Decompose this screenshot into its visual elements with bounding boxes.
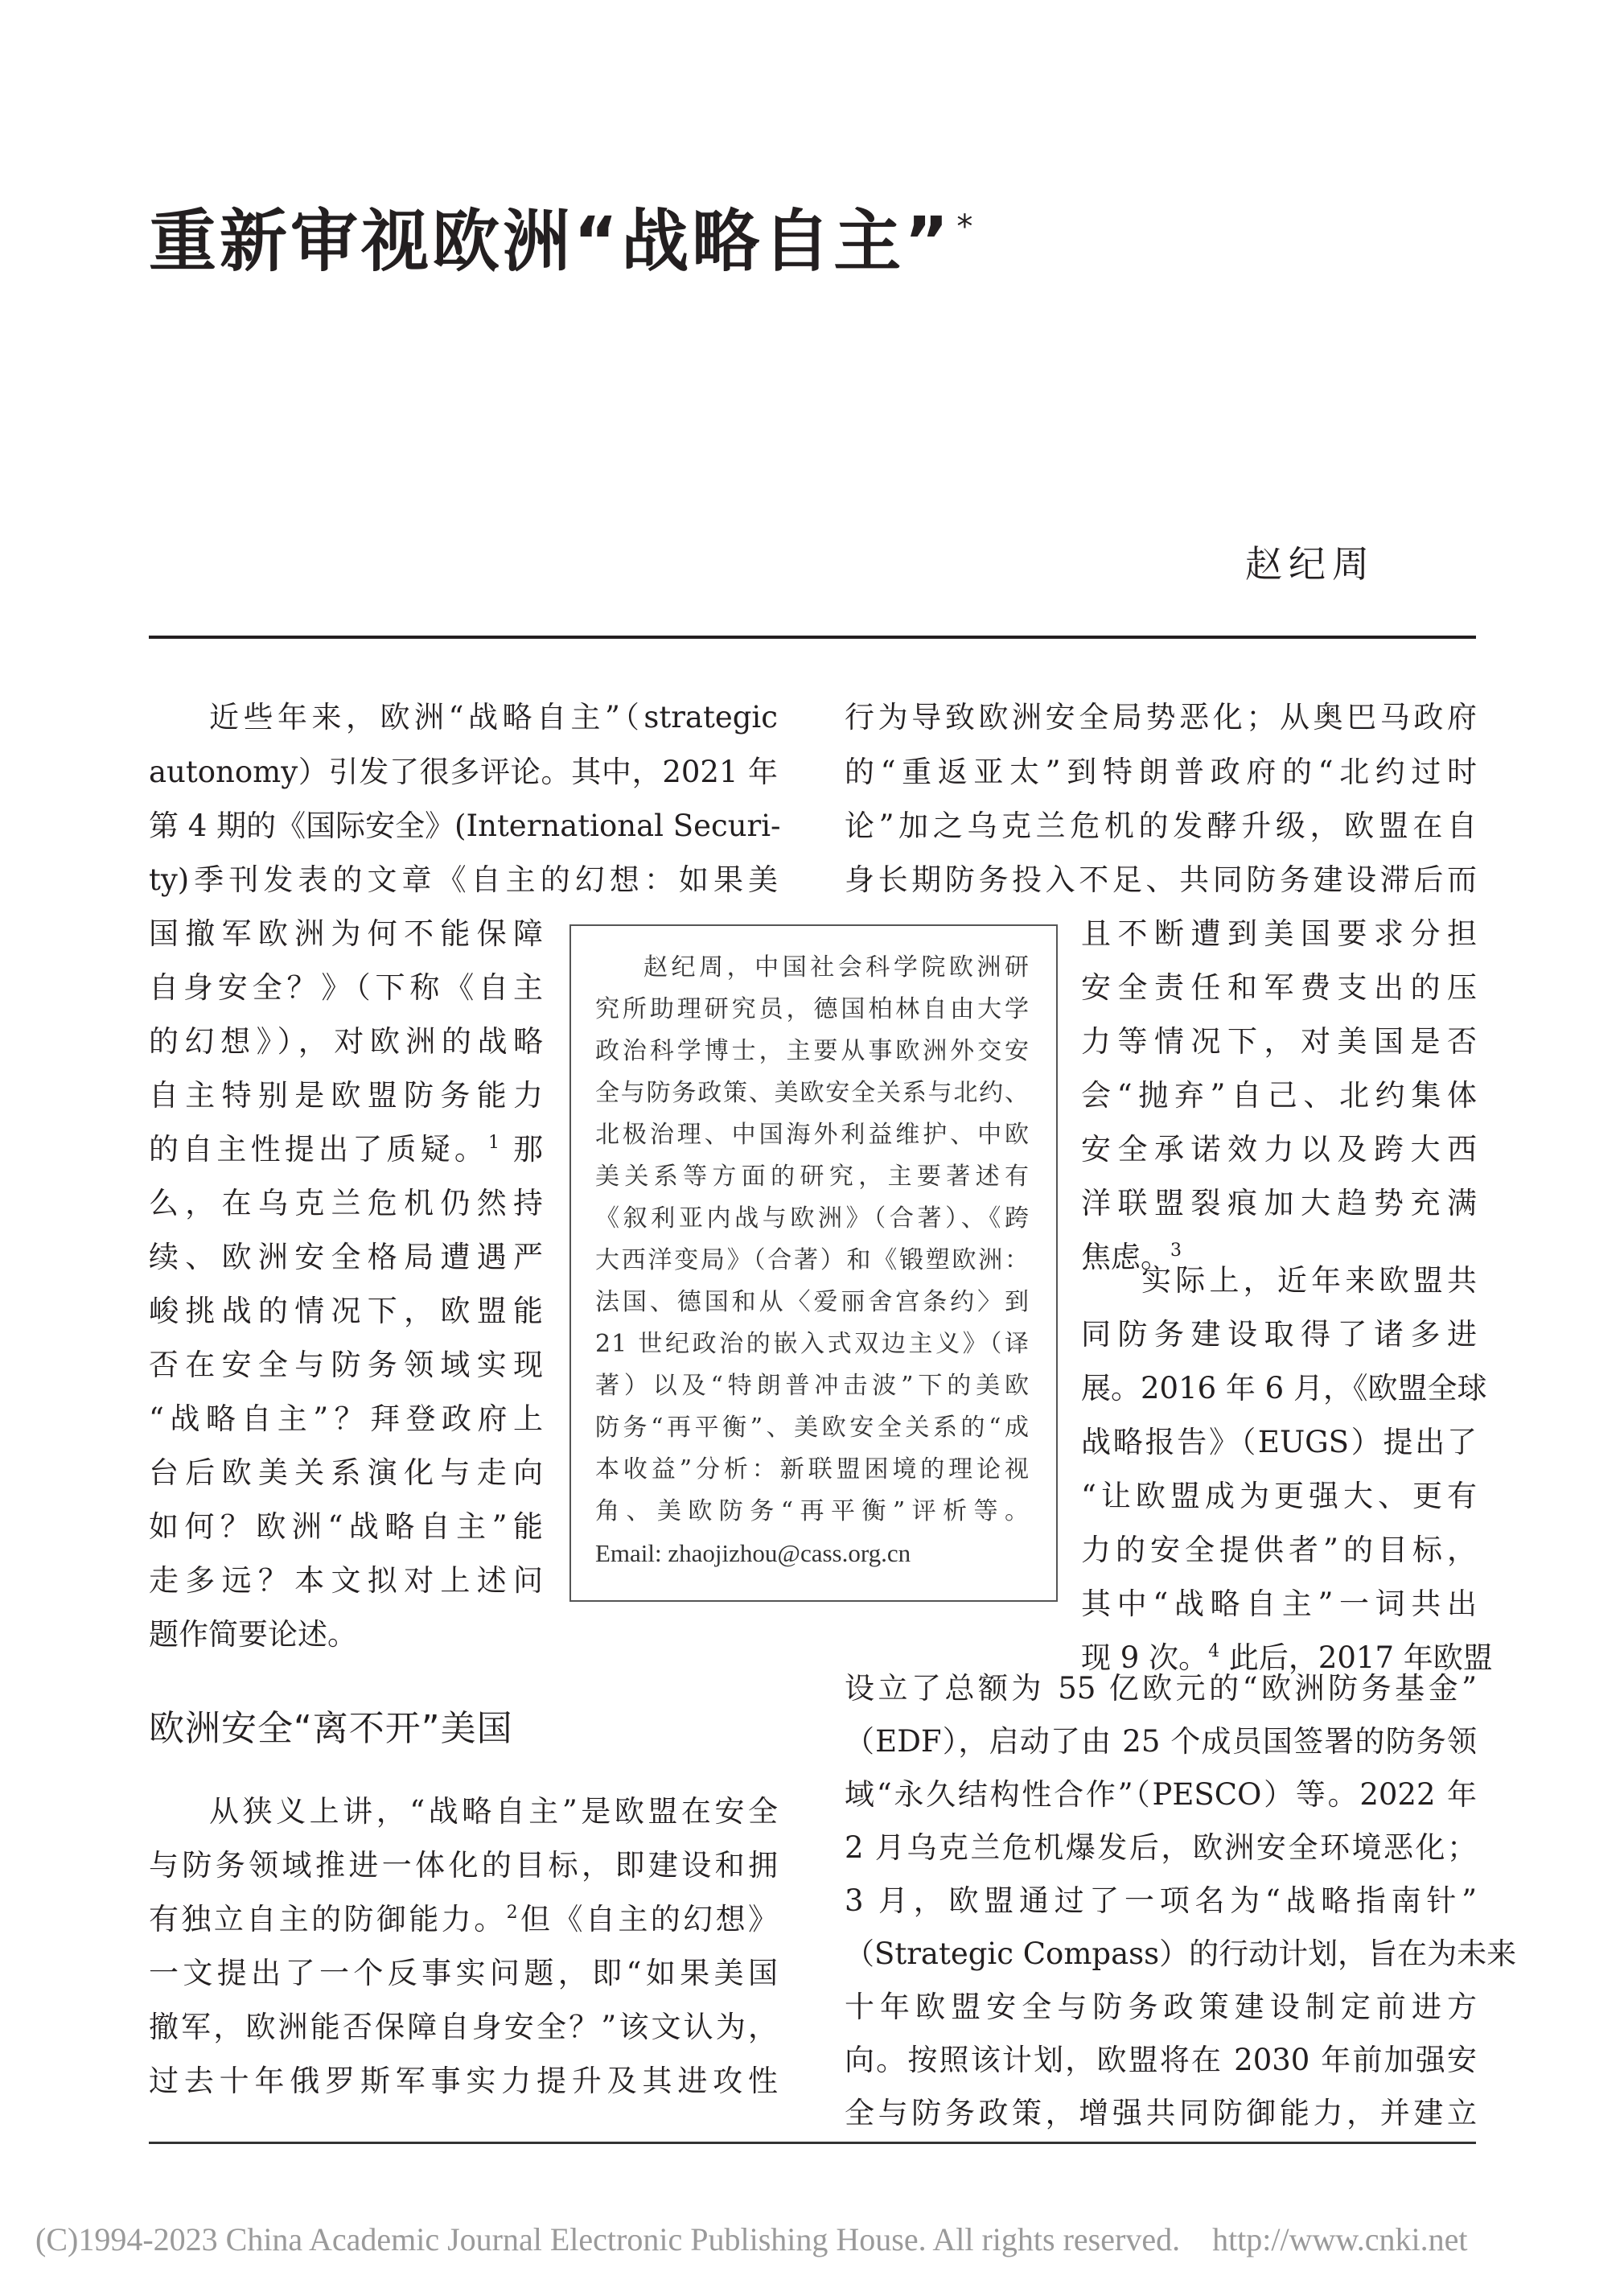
text-line: 走多远？本文拟对上述问 <box>149 1563 543 1598</box>
text-line: 展。2016 年 6 月，《欧盟全球 <box>1081 1371 1487 1405</box>
text-span: 焦虑。 <box>1081 1240 1170 1274</box>
bio-line: 美关系等方面的研究，主要著述有 <box>595 1163 1030 1191</box>
title-footnote-mark: * <box>956 208 976 245</box>
text-line: “让欧盟成为更强大、更有 <box>1081 1479 1477 1513</box>
text-line: 且不断遭到美国要求分担 <box>1081 916 1477 951</box>
text-line: 与防务领域推进一体化的目标，即建设和拥 <box>149 1848 778 1883</box>
text-line: 续、欧洲安全格局遭遇严 <box>149 1240 543 1274</box>
text-line: 战略报告》（EUGS）提出了 <box>1081 1425 1477 1459</box>
text-line: 的幻想》），对欧洲的战略 <box>149 1024 543 1059</box>
text-line: （EDF），启动了由 25 个成员国签署的防务领 <box>845 1724 1477 1759</box>
text-line: 安全承诺效力以及跨大西 <box>1081 1132 1477 1167</box>
text-line: 自身安全？》（下称《自主 <box>149 970 543 1005</box>
text-line: 从狭义上讲，“战略自主”是欧盟在安全 <box>209 1794 778 1829</box>
text-span: 那 <box>500 1132 543 1167</box>
text-line: ty)季刊发表的文章《自主的幻想：如果美 <box>149 862 778 897</box>
text-line: 其中“战略自主”一词共出 <box>1081 1587 1477 1621</box>
text-line: 全与防务政策，增强共同防御能力，并建立 <box>845 2096 1477 2130</box>
bio-line: 本收益”分析：新联盟困境的理论视 <box>595 1455 1030 1484</box>
text-line: 国撤军欧洲为何不能保障 <box>149 916 543 951</box>
text-span: 现 9 次。 <box>1081 1640 1209 1675</box>
text-line: 如何？欧洲“战略自主”能 <box>149 1509 543 1544</box>
text-line: 行为导致欧洲安全局势恶化；从奥巴马政府 <box>845 700 1477 735</box>
text-line: 自主特别是欧盟防务能力 <box>149 1078 543 1113</box>
text-line: 题作简要论述。 <box>149 1617 357 1652</box>
text-span: 但《自主的幻想》 <box>517 1902 779 1936</box>
text-line: 身长期防务投入不足、共同防务建设滞后而 <box>845 862 1477 897</box>
text-span: 的自主性提出了质疑。 <box>149 1132 489 1167</box>
bio-line: 防务“再平衡”、美欧安全关系的“成 <box>595 1414 1030 1442</box>
bio-line: 究所助理研究员，德国柏林自由大学 <box>595 995 1030 1023</box>
bio-line: 《叙利亚内战与欧洲》（合著）、《跨 <box>595 1204 1030 1233</box>
text-line: 2 月乌克兰危机爆发后，欧洲安全环境恶化； <box>845 1830 1477 1865</box>
footnote-ref-2[interactable]: 2 <box>506 1903 518 1923</box>
text-span: 有独立自主的防御能力。 <box>149 1902 507 1936</box>
text-line: 力等情况下，对美国是否 <box>1081 1024 1477 1059</box>
text-line: 设立了总额为 55 亿欧元的“欧洲防务基金” <box>845 1671 1477 1706</box>
bio-line: 角、美欧防务“再平衡”评析等。 <box>595 1497 1030 1525</box>
text-line: 十年欧盟安全与防务政策建设制定前进方 <box>845 1990 1477 2024</box>
footnote-ref-1[interactable]: 1 <box>488 1133 500 1153</box>
article-title <box>149 179 976 290</box>
text-line: 一文提出了一个反事实问题，即“如果美国 <box>149 1956 778 1990</box>
text-line: 向。按照该计划，欧盟将在 2030 年前加强安 <box>845 2043 1477 2077</box>
text-line: 洋联盟裂痕加大趋势充满 <box>1081 1186 1477 1220</box>
text-line: 台后欧美关系演化与走向 <box>149 1455 543 1490</box>
header-divider <box>149 636 1476 639</box>
footnote-ref-3[interactable]: 3 <box>1170 1241 1182 1261</box>
text-line: 的“重返亚太”到特朗普政府的“北约过时 <box>845 755 1477 789</box>
author-bio-box <box>569 924 1058 1602</box>
text-line: 过去十年俄罗斯军事实力提升及其进攻性 <box>149 2064 778 2098</box>
text-line: 同防务建设取得了诸多进 <box>1081 1317 1477 1352</box>
bio-line: 全与防务政策、美欧安全关系与北约、 <box>595 1079 1030 1107</box>
footnote-ref-4[interactable]: 4 <box>1208 1641 1220 1661</box>
text-line: 撤军，欧洲能否保障自身安全？”该文认为， <box>149 2010 778 2044</box>
text-line: 实际上，近年来欧盟共 <box>1141 1263 1477 1298</box>
bio-line: 北极治理、中国海外利益维护、中欧 <box>595 1121 1030 1149</box>
bio-line: 著）以及“特朗普冲击波”下的美欧 <box>595 1372 1030 1400</box>
bio-line: 法国、德国和从〈爱丽舍宫条约〉到 <box>595 1288 1030 1316</box>
copyright-footer: (C)1994-2023 China Academic Journal Electronic Publishing House. All rights reserved. http://www.cnki.net <box>35 2221 1468 2257</box>
text-line: 安全责任和军费支出的压 <box>1081 970 1477 1005</box>
text-line <box>149 1126 543 1174</box>
text-line: 力的安全提供者”的目标， <box>1081 1533 1477 1567</box>
section-heading: 欧洲安全“离不开”美国 <box>149 1708 513 1749</box>
text-line: 近些年来，欧洲“战略自主”（strategic <box>209 700 778 735</box>
text-line: 域“永久结构性合作”（PESCO）等。2022 年 <box>845 1777 1477 1812</box>
text-line: 会“抛弃”自己、北约集体 <box>1081 1078 1477 1113</box>
text-line: 第 4 期的《国际安全》(International Securi- <box>149 809 781 843</box>
bio-line: 21 世纪政治的嵌入式双边主义》（译 <box>595 1330 1030 1358</box>
author-email-link[interactable]: Email: zhaojizhou@cass.org.cn <box>595 1539 911 1567</box>
text-line: 否在安全与防务领域实现 <box>149 1348 543 1382</box>
bio-line: 大西洋变局》（合著）和《锻塑欧洲： <box>595 1246 1030 1274</box>
text-line: “战略自主”？拜登政府上 <box>149 1401 543 1436</box>
text-span: 此后，2017 年欧盟 <box>1219 1640 1493 1675</box>
footer-divider <box>149 2142 1476 2144</box>
article-title-text: 重新审视欧洲“战略自主” <box>149 202 952 281</box>
bio-line: 赵纪周，中国社会科学院欧洲研 <box>643 953 1030 982</box>
bio-line: 政治科学博士，主要从事欧洲外交安 <box>595 1037 1030 1065</box>
text-line: autonomy）引发了很多评论。其中，2021 年 <box>149 755 778 789</box>
text-line <box>149 1895 778 1944</box>
author-name: 赵纪周 <box>1245 542 1375 586</box>
text-line: 峻挑战的情况下，欧盟能 <box>149 1294 543 1328</box>
text-line: 么，在乌克兰危机仍然持 <box>149 1186 543 1220</box>
text-line: 论”加之乌克兰危机的发酵升级，欧盟在自 <box>845 809 1477 843</box>
text-line: 3 月，欧盟通过了一项名为“战略指南针” <box>845 1883 1477 1918</box>
text-line: （Strategic Compass）的行动计划，旨在为未来 <box>845 1936 1517 1971</box>
